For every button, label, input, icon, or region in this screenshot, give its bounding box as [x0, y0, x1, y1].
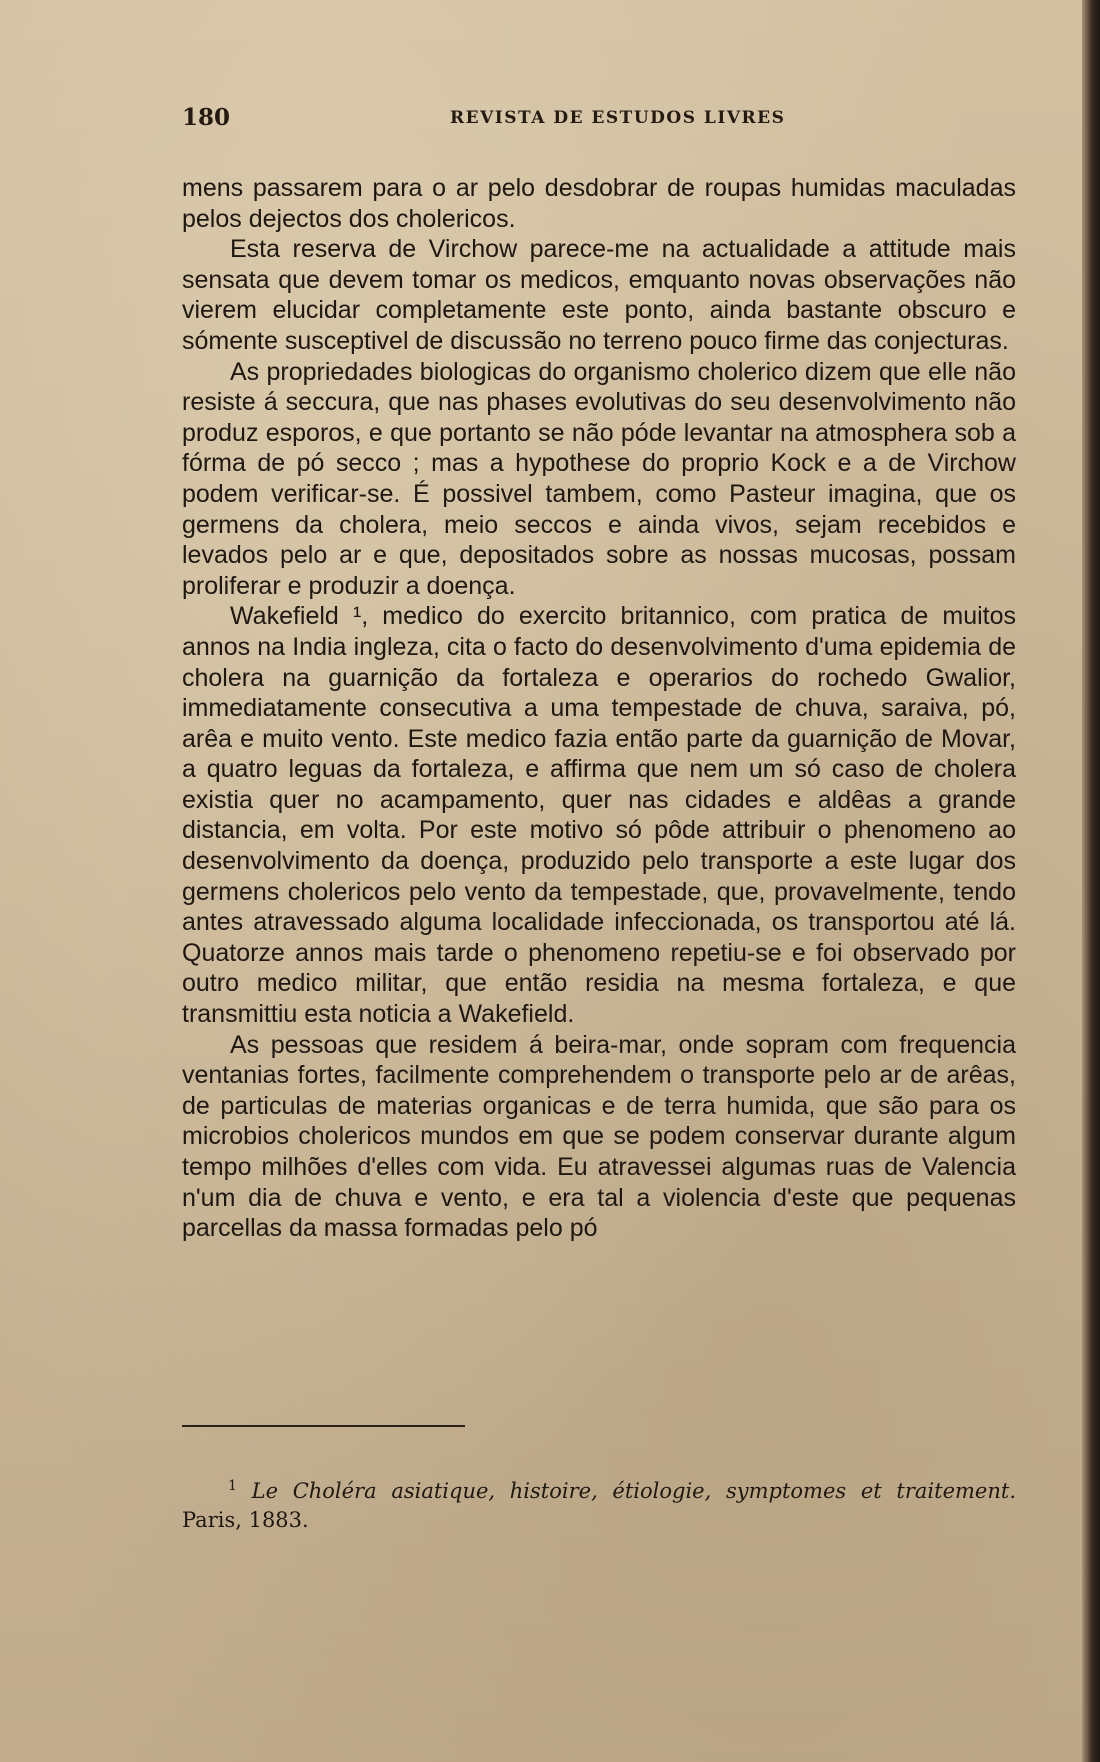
paragraph-4: Wakefield ¹, medico do exercito britannico, com pratica de muitos annos na India ingleza, cita o facto do desenvolvimento d'uma epidemia de cholera na guarnição da fortaleza e operarios do rochedo Gwalior, immediatamente consecutiva a uma tempestade de chuva, saraiva, pó, arêa e muito vento. Este medico fazia então parte da guarnição de Movar, a quatro leguas da fortaleza, e affirma que nem um só caso de cholera existia quer no acampamento, quer nas cidades e aldêas a grande distancia, em volta. Por este motivo só pôde attribuir o phenomeno ao desenvolvimento da doença, produzido pelo transporte a este lugar dos germens cholericos pelo vento da tempestade, que, provavelmente, tendo antes atravessado alguma localidade infeccionada, os transportou até lá. Quatorze annos mais tarde o phenomeno repetiu-se e foi observado por outro medico militar, que então residia na mesma fortaleza, e que transmittiu esta noticia a Wakefield.	[182, 602, 1016, 1029]
footnote	[182, 1472, 1016, 1535]
running-head	[182, 104, 1016, 134]
paragraph-2: Esta reserva de Virchow parece-me na actualidade a attitude mais sensata que devem tomar os medicos, emquanto novas observações não vierem elucidar completamente este ponto, ainda bastante obscuro e sómente susceptivel de discussão no terreno pouco firme das conjecturas.	[182, 235, 1016, 355]
paragraph-5: As pessoas que residem á beira-mar, onde sopram com frequencia ventanias fortes, facilmente comprehendem o transporte pelo ar de arêas, de particulas de materias organicas e de terra humida, que são para os microbios cholericos mundos em que se podem conservar durante algum tempo milhões d'elles com vida. Eu atravessei algumas ruas de Valencia n'um dia de chuva e vento, e era tal a violencia d'este que pequenas parcellas da massa formadas pelo pó	[182, 1030, 1016, 1243]
footnote-publication: Paris, 1883.	[182, 1508, 309, 1532]
page-number: 180	[182, 104, 231, 131]
paragraph-1: mens passarem para o ar pelo desdobrar de roupas humidas maculadas pelos dejectos dos cholericos.	[182, 174, 1016, 233]
page-edge-shadow	[1082, 0, 1100, 1762]
footnote-mark: 1	[228, 1478, 237, 1494]
body-text	[182, 173, 1016, 1244]
footnote-work-title: Le Choléra asiatique, histoire, étiologie, symptomes et traitement.	[251, 1479, 1016, 1503]
footnote-divider	[182, 1425, 465, 1427]
running-title: REVISTA DE ESTUDOS LIVRES	[450, 108, 786, 128]
paragraph-3: As propriedades biologicas do organismo cholerico dizem que elle não resiste á seccura, que nas phases evolutivas do seu desenvolvimento não produz esporos, e que portanto se não póde levantar na atmosphera sob a fórma de pó secco ; mas a hypothese do proprio Kock e a de Virchow podem verificar-se. É possivel tambem, como Pasteur imagina, que os germens da cholera, meio seccos e ainda vivos, sejam recebidos e levados pelo ar e que, depositados sobre as nossas mucosas, possam proliferar e produzir a doença.	[182, 357, 1016, 600]
